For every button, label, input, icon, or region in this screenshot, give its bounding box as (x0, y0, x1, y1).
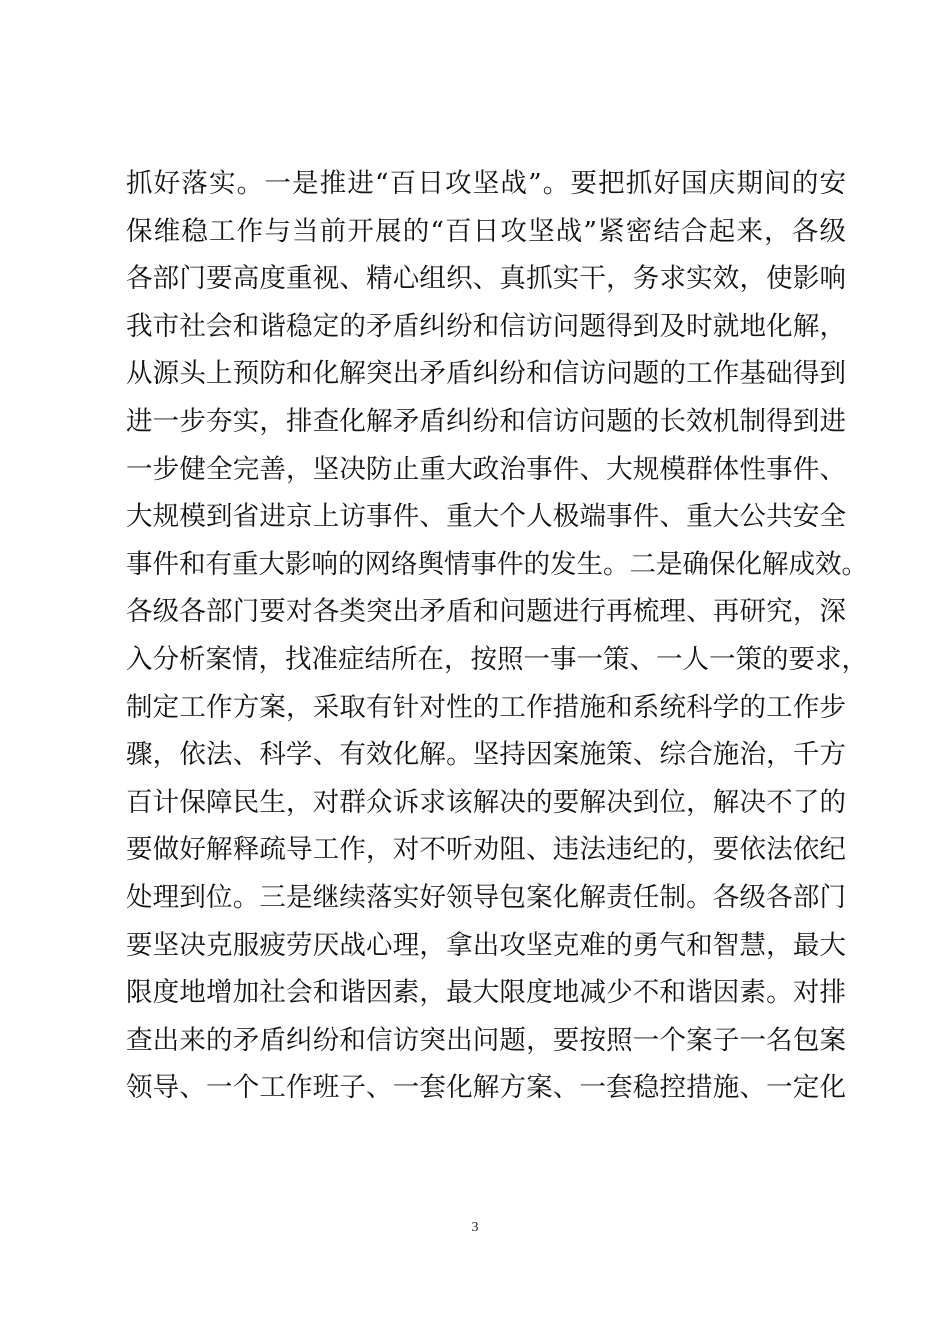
text-line: 查出来的矛盾纠纷和信访突出问题，要按照一个案子一名包案 (126, 1024, 846, 1056)
body-text (126, 160, 868, 1112)
text-line: 保维稳工作与当前开展的“百日攻坚战”紧密结合起来，各级 (126, 215, 846, 247)
text-line: 我市社会和谐稳定的矛盾纠纷和信访问题得到及时就地化解， (126, 310, 846, 342)
text-line: 制定工作方案，采取有针对性的工作措施和系统科学的工作步 (126, 691, 846, 723)
text-line: 领导、一个工作班子、一套化解方案、一套稳控措施、一定化 (126, 1072, 846, 1104)
text-line: 要做好解释疏导工作，对不听劝阻、违法违纪的，要依法依纪 (126, 834, 846, 866)
text-line: 一步健全完善，坚决防止重大政治事件、大规模群体性事件、 (126, 453, 846, 485)
page-number: 3 (471, 1220, 479, 1235)
text-line: 各部门要高度重视、精心组织、真抓实干，务求实效，使影响 (126, 263, 846, 295)
text-line: 百计保障民生，对群众诉求该解决的要解决到位，解决不了的 (126, 786, 846, 818)
text-line: 要坚决克服疲劳厌战心理，拿出攻坚克难的勇气和智慧，最大 (126, 929, 846, 961)
text-line: 从源头上预防和化解突出矛盾纠纷和信访问题的工作基础得到 (126, 358, 846, 390)
text-line: 大规模到省进京上访事件、重大个人极端事件、重大公共安全 (126, 501, 846, 533)
text-line: 入分析案情，找准症结所在，按照一事一策、一人一策的要求， (126, 643, 868, 675)
text-line: 抓好落实。一是推进“百日攻坚战”。要把抓好国庆期间的安 (126, 168, 846, 199)
text-line: 进一步夯实，排查化解矛盾纠纷和信访问题的长效机制得到进 (126, 405, 846, 437)
text-line: 事件和有重大影响的网络舆情事件的发生。二是确保化解成效。 (126, 548, 868, 580)
text-line: 骤，依法、科学、有效化解。坚持因案施策、综合施治，千方 (126, 739, 846, 771)
text-line: 限度地增加社会和谐因素，最大限度地减少不和谐因素。对排 (126, 977, 846, 1009)
text-line: 处理到位。三是继续落实好领导包案化解责任制。各级各部门 (126, 881, 846, 913)
text-line: 各级各部门要对各类突出矛盾和问题进行再梳理、再研究，深 (126, 596, 846, 628)
